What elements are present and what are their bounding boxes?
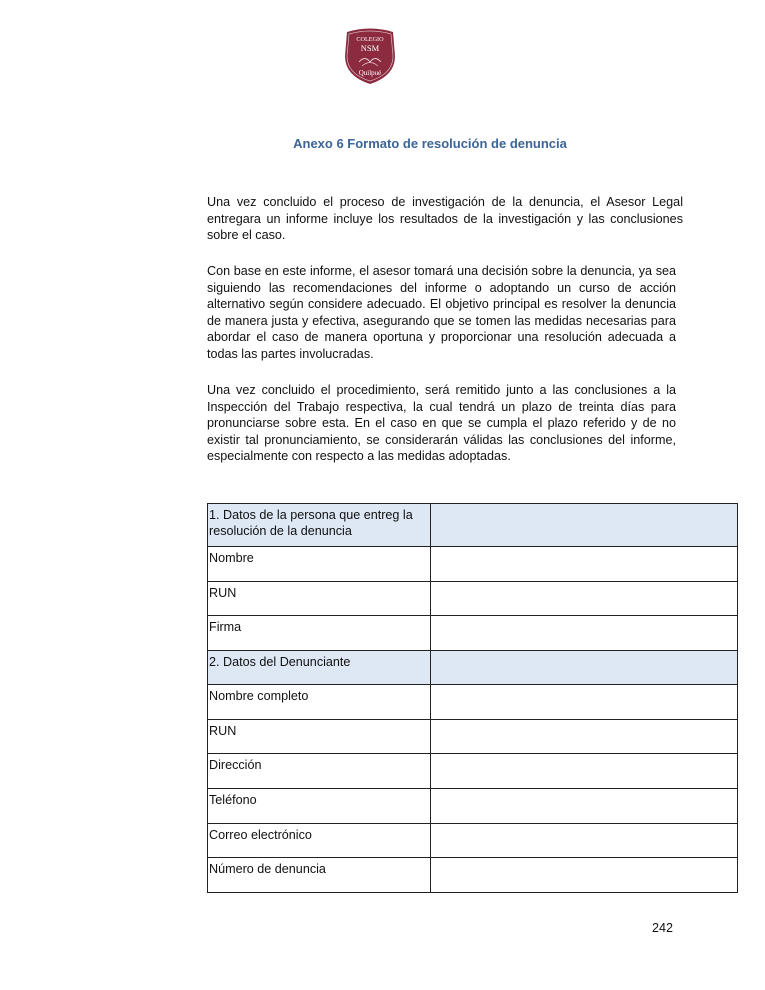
section-label-denunciante: 2. Datos del Denunciante (208, 651, 431, 685)
field-run[interactable] (431, 582, 738, 616)
page-number: 242 (652, 921, 674, 935)
section-value-cell (431, 651, 738, 685)
form-row (208, 789, 738, 824)
logo-text-quilpue: Quilpué (358, 69, 382, 77)
field-correo[interactable] (431, 824, 738, 858)
form-row (208, 824, 738, 858)
section-label-resolver: 1. Datos de la persona que entreg la resolución de la denuncia (208, 504, 431, 547)
label-nombre-completo: Nombre completo (208, 685, 431, 720)
label-run-denunciante: RUN (208, 720, 431, 754)
logo-text-nsm: NSM (360, 43, 380, 53)
field-nombre[interactable] (431, 547, 738, 582)
paragraph-investigation: Una vez concluido el proceso de investigación de la denuncia, el Asesor Legal entregara un informe incluye los resultados de la investigación y las conclusiones sobre el caso. (207, 195, 683, 243)
logo-text-colegio: COLEGIO (356, 36, 384, 43)
section-header-row (208, 651, 738, 685)
field-numero-denuncia[interactable] (431, 858, 738, 893)
label-nombre: Nombre (208, 547, 431, 582)
form-row (208, 616, 738, 651)
resolution-form-table (207, 503, 738, 893)
section-header-row (208, 504, 738, 547)
form-row (208, 720, 738, 754)
field-nombre-completo[interactable] (431, 685, 738, 720)
form-row (208, 858, 738, 893)
form-row (208, 754, 738, 789)
label-direccion: Dirección (208, 754, 431, 789)
label-run: RUN (208, 582, 431, 616)
label-correo: Correo electrónico (208, 824, 431, 858)
paragraph-inspection: Una vez concluido el procedimiento, será remitido junto a las conclusiones a la Inspección del Trabajo respectiva, la cual tendrá un plazo de treinta días para pronunciarse sobre esta. En el caso en que se cumpla el plazo referido y de no existir tal pronunciamiento, se considerarán válidas las conclusiones del informe, especialmente con respecto a las medidas adoptadas. (207, 383, 676, 464)
field-telefono[interactable] (431, 789, 738, 824)
label-telefono: Teléfono (208, 789, 431, 824)
field-direccion[interactable] (431, 754, 738, 789)
field-firma[interactable] (431, 616, 738, 651)
form-row (208, 582, 738, 616)
form-row (208, 547, 738, 582)
label-firma: Firma (208, 616, 431, 651)
paragraph-decision: Con base en este informe, el asesor tomará una decisión sobre la denuncia, ya sea siguiendo las recomendaciones del informe o adoptando un curso de acción alternativo según considere adecuado. El objetivo principal es resolver la denuncia de manera justa y efectiva, asegurando que se tomen las medidas necesarias para abordar el caso de manera oportuna y proporcionar una resolución adecuada a todas las partes involucradas. (207, 264, 676, 361)
document-title: Anexo 6 Formato de resolución de denuncia (293, 136, 567, 151)
school-crest-logo (341, 26, 399, 86)
form-row (208, 685, 738, 720)
section-value-cell (431, 504, 738, 547)
label-numero-denuncia: Número de denuncia (208, 858, 431, 893)
field-run-denunciante[interactable] (431, 720, 738, 754)
